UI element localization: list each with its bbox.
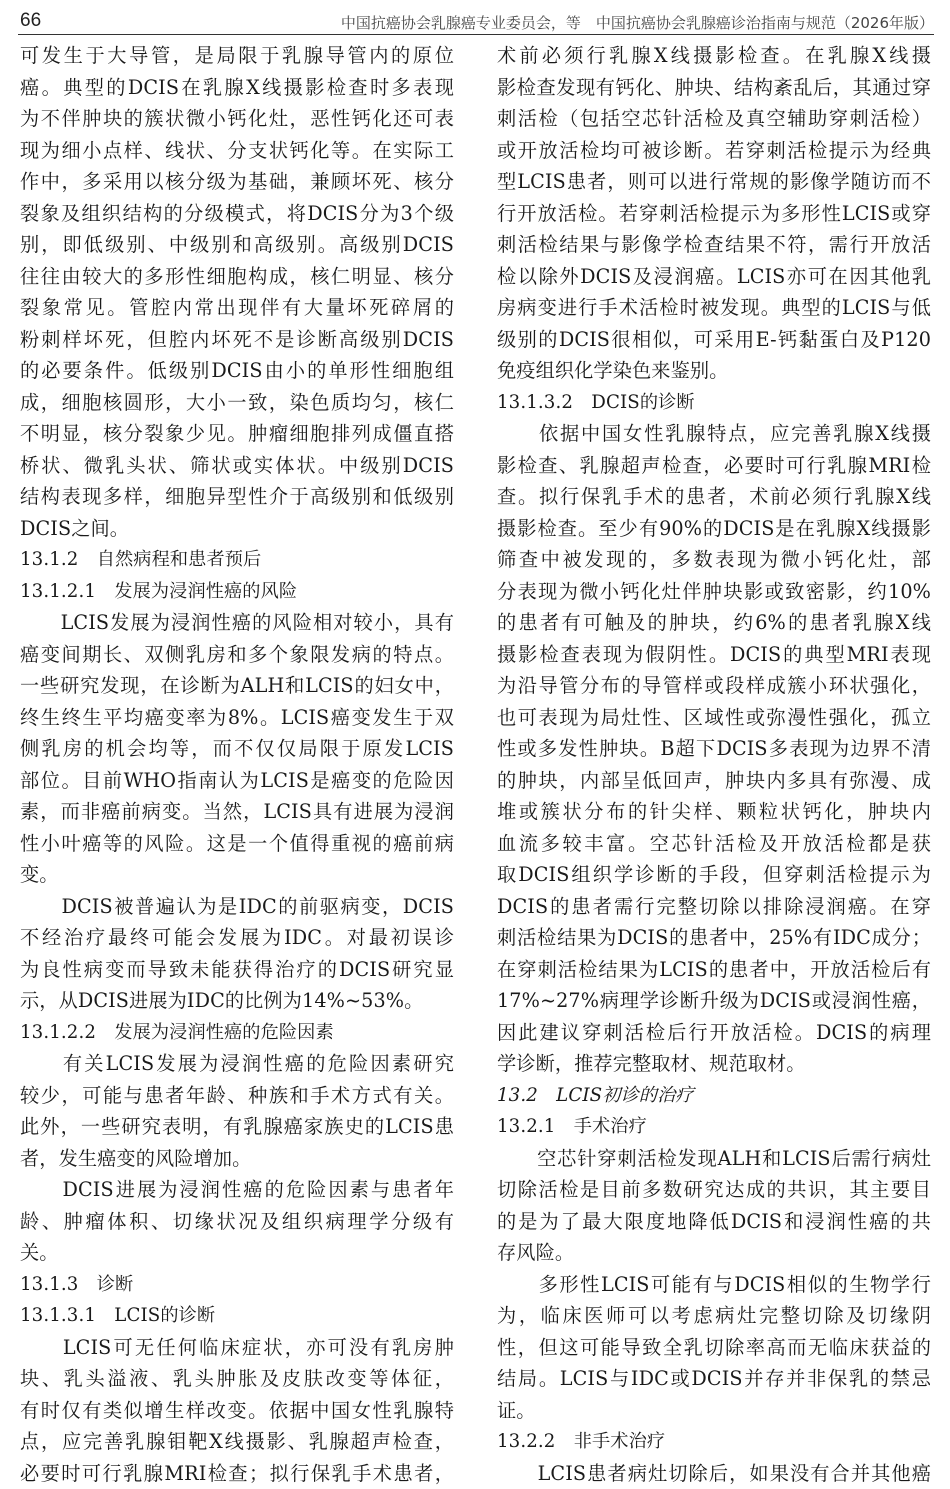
- text-line: 也可表现为局灶性、区域性或弥漫性强化，孤立: [497, 702, 931, 734]
- text-line: 者，发生癌变的风险增加。: [20, 1143, 454, 1175]
- text-line: 多形性LCIS可能有与DCIS相似的生物学行: [497, 1269, 931, 1301]
- text-line: 切除活检是目前多数研究达成的共识，其主要目: [497, 1174, 931, 1206]
- text-line: 结局。LCIS与IDC或DCIS并存并非保乳的禁忌: [497, 1363, 931, 1395]
- right-column: [497, 40, 931, 1489]
- section-heading: 13.1.2.1 发展为浸润性癌的风险: [20, 576, 454, 608]
- text-line: 裂象及组织结构的分级模式，将DCIS分为3个级: [20, 198, 454, 230]
- text-line: 筛查中被发现的，多数表现为微小钙化灶，部: [497, 544, 931, 576]
- text-line: 查。拟行保乳手术的患者，术前必须行乳腺X线: [497, 481, 931, 513]
- text-line: 现为细小点样、线状、分支状钙化等。在实际工: [20, 135, 454, 167]
- text-line: 学诊断，推荐完整取材、规范取材。: [497, 1048, 931, 1080]
- text-line: 癌变间期长、双侧乳房和多个象限发病的特点。: [20, 639, 454, 671]
- text-line: 分表现为微小钙化灶伴肿块影或致密影，约10%: [497, 576, 931, 608]
- text-line: 侧乳房的机会均等，而不仅仅局限于原发LCIS: [20, 733, 454, 765]
- text-line: 刺活检（包括空芯针活检及真空辅助穿刺活检）: [497, 103, 931, 135]
- text-line: 变。: [20, 859, 454, 891]
- text-line: 影检查发现有钙化、肿块、结构紊乱后，其通过穿: [497, 72, 931, 104]
- text-line: 房病变进行手术活检时被发现。典型的LCIS与低: [497, 292, 931, 324]
- text-line: 为沿导管分布的导管样或段样成簇小环状强化，: [497, 670, 931, 702]
- text-line: 成，细胞核圆形，大小一致，染色质均匀，核仁: [20, 387, 454, 419]
- text-line: 性小叶癌等的风险。这是一个值得重视的癌前病: [20, 828, 454, 860]
- text-line: 有关LCIS发展为浸润性癌的危险因素研究: [20, 1048, 454, 1080]
- text-line: 术前必须行乳腺X线摄影检查。在乳腺X线摄: [497, 40, 931, 72]
- text-line: 堆或簇状分布的针尖样、颗粒状钙化，肿块内: [497, 796, 931, 828]
- text-line: LCIS可无任何临床症状，亦可没有乳房肿: [20, 1332, 454, 1364]
- text-line: DCIS之间。: [20, 513, 454, 545]
- section-heading: 13.1.3.1 LCIS的诊断: [20, 1300, 454, 1332]
- section-heading: 13.2 LCIS初诊的治疗: [497, 1080, 931, 1112]
- text-line: 不经治疗最终可能会发展为IDC。对最初误诊: [20, 922, 454, 954]
- text-line: 为不伴肿块的簇状微小钙化灶，恶性钙化还可表: [20, 103, 454, 135]
- text-line: DCIS的患者需行完整切除以排除浸润癌。在穿: [497, 891, 931, 923]
- header-rule: [18, 34, 934, 35]
- text-line: 一些研究发现，在诊断为ALH和LCIS的妇女中，: [20, 670, 454, 702]
- text-line: 行开放活检。若穿刺活检提示为多形性LCIS或穿: [497, 198, 931, 230]
- text-line: 关。: [20, 1237, 454, 1269]
- text-line: 结构表现多样，细胞异型性介于高级别和低级别: [20, 481, 454, 513]
- text-line: 证。: [497, 1395, 931, 1427]
- text-line: 块、乳头溢液、乳头肿胀及皮肤改变等体征，: [20, 1363, 454, 1395]
- text-line: 影检查、乳腺超声检查，必要时可行乳腺MRI检: [497, 450, 931, 482]
- text-line: 的是为了最大限度地降低DCIS和浸润性癌的共: [497, 1206, 931, 1238]
- text-line: 较少，可能与患者年龄、种族和手术方式有关。: [20, 1080, 454, 1112]
- text-line: 癌。典型的DCIS在乳腺X线摄影检查时多表现: [20, 72, 454, 104]
- text-line: 素，而非癌前病变。当然，LCIS具有进展为浸润: [20, 796, 454, 828]
- text-line: 刺活检结果为DCIS的患者中，25%有IDC成分；: [497, 922, 931, 954]
- text-line: LCIS发展为浸润性癌的风险相对较小，具有: [20, 607, 454, 639]
- text-line: 为，临床医师可以考虑病灶完整切除及切缘阴: [497, 1300, 931, 1332]
- text-line: 性，但这可能导致全乳切除率高而无临床获益的: [497, 1332, 931, 1364]
- text-line: 或开放活检均可被诊断。若穿刺活检提示为经典: [497, 135, 931, 167]
- section-heading: 13.1.3.2 DCIS的诊断: [497, 387, 931, 419]
- text-line: DCIS被普遍认为是IDC的前驱病变，DCIS: [20, 891, 454, 923]
- left-column: [20, 40, 454, 1489]
- section-heading: 13.2.2 非手术治疗: [497, 1426, 931, 1458]
- text-line: 级别的DCIS很相似，可采用E-钙黏蛋白及P120: [497, 324, 931, 356]
- section-heading: 13.1.2.2 发展为浸润性癌的危险因素: [20, 1017, 454, 1049]
- text-line: 别，即低级别、中级别和高级别。高级别DCIS: [20, 229, 454, 261]
- text-line: 点，应完善乳腺钼靶X线摄影、乳腺超声检查，: [20, 1426, 454, 1458]
- text-line: 示，从DCIS进展为IDC的比例为14%~53%。: [20, 985, 454, 1017]
- section-heading: 13.2.1 手术治疗: [497, 1111, 931, 1143]
- text-line: 17%~27%病理学诊断升级为DCIS或浸润性癌，: [497, 985, 931, 1017]
- page-number: 66: [20, 10, 41, 32]
- text-line: 可发生于大导管，是局限于乳腺导管内的原位: [20, 40, 454, 72]
- text-line: 不明显，核分裂象少见。肿瘤细胞排列成僵直搭: [20, 418, 454, 450]
- section-heading: 13.1.3 诊断: [20, 1269, 454, 1301]
- text-line: 为良性病变而导致未能获得治疗的DCIS研究显: [20, 954, 454, 986]
- text-line: 部位。目前WHO指南认为LCIS是癌变的危险因: [20, 765, 454, 797]
- text-line: 空芯针穿刺活检发现ALH和LCIS后需行病灶: [497, 1143, 931, 1175]
- text-line: 依据中国女性乳腺特点，应完善乳腺X线摄: [497, 418, 931, 450]
- text-line: 有时仅有类似增生样改变。依据中国女性乳腺特: [20, 1395, 454, 1427]
- text-line: 免疫组织化学染色来鉴别。: [497, 355, 931, 387]
- text-line: LCIS患者病灶切除后，如果没有合并其他癌: [497, 1458, 931, 1489]
- text-line: 取DCIS组织学诊断的手段，但穿刺活检提示为: [497, 859, 931, 891]
- text-line: 摄影检查表现为假阴性。DCIS的典型MRI表现: [497, 639, 931, 671]
- text-line: 型LCIS患者，则可以进行常规的影像学随访而不: [497, 166, 931, 198]
- page-header: [0, 0, 950, 34]
- text-line: 桥状、微乳头状、筛状或实体状。中级别DCIS: [20, 450, 454, 482]
- section-heading: 13.1.2 自然病程和患者预后: [20, 544, 454, 576]
- text-line: 作中，多采用以核分级为基础，兼顾坏死、核分: [20, 166, 454, 198]
- text-line: 裂象常见。管腔内常出现伴有大量坏死碎屑的: [20, 292, 454, 324]
- text-line: 血流多较丰富。空芯针活检及开放活检都是获: [497, 828, 931, 860]
- text-line: DCIS进展为浸润性癌的危险因素与患者年: [20, 1174, 454, 1206]
- text-line: 往往由较大的多形性细胞构成，核仁明显、核分: [20, 261, 454, 293]
- text-line: 的患者有可触及的肿块，约6%的患者乳腺X线: [497, 607, 931, 639]
- text-line: 必要时可行乳腺MRI检查；拟行保乳手术患者，: [20, 1458, 454, 1489]
- text-line: 的必要条件。低级别DCIS由小的单形性细胞组: [20, 355, 454, 387]
- text-line: 性或多发性肿块。B超下DCIS多表现为边界不清: [497, 733, 931, 765]
- text-line: 摄影检查。至少有90%的DCIS是在乳腺X线摄影: [497, 513, 931, 545]
- text-line: 的肿块，内部呈低回声，肿块内多具有弥漫、成: [497, 765, 931, 797]
- text-line: 检以除外DCIS及浸润癌。LCIS亦可在因其他乳: [497, 261, 931, 293]
- text-line: 在穿刺活检结果为LCIS的患者中，开放活检后有: [497, 954, 931, 986]
- text-line: 刺活检结果与影像学检查结果不符，需行开放活: [497, 229, 931, 261]
- text-line: 龄、肿瘤体积、切缘状况及组织病理学分级有: [20, 1206, 454, 1238]
- running-title: 中国抗癌协会乳腺癌专业委员会，等 中国抗癌协会乳腺癌诊治指南与规范（2026年版）: [341, 12, 934, 33]
- text-line: 存风险。: [497, 1237, 931, 1269]
- text-line: 终生终生平均癌变率为8%。LCIS癌变发生于双: [20, 702, 454, 734]
- text-line: 粉刺样坏死，但腔内坏死不是诊断高级别DCIS: [20, 324, 454, 356]
- text-line: 因此建议穿刺活检后行开放活检。DCIS的病理: [497, 1017, 931, 1049]
- text-line: 此外，一些研究表明，有乳腺癌家族史的LCIS患: [20, 1111, 454, 1143]
